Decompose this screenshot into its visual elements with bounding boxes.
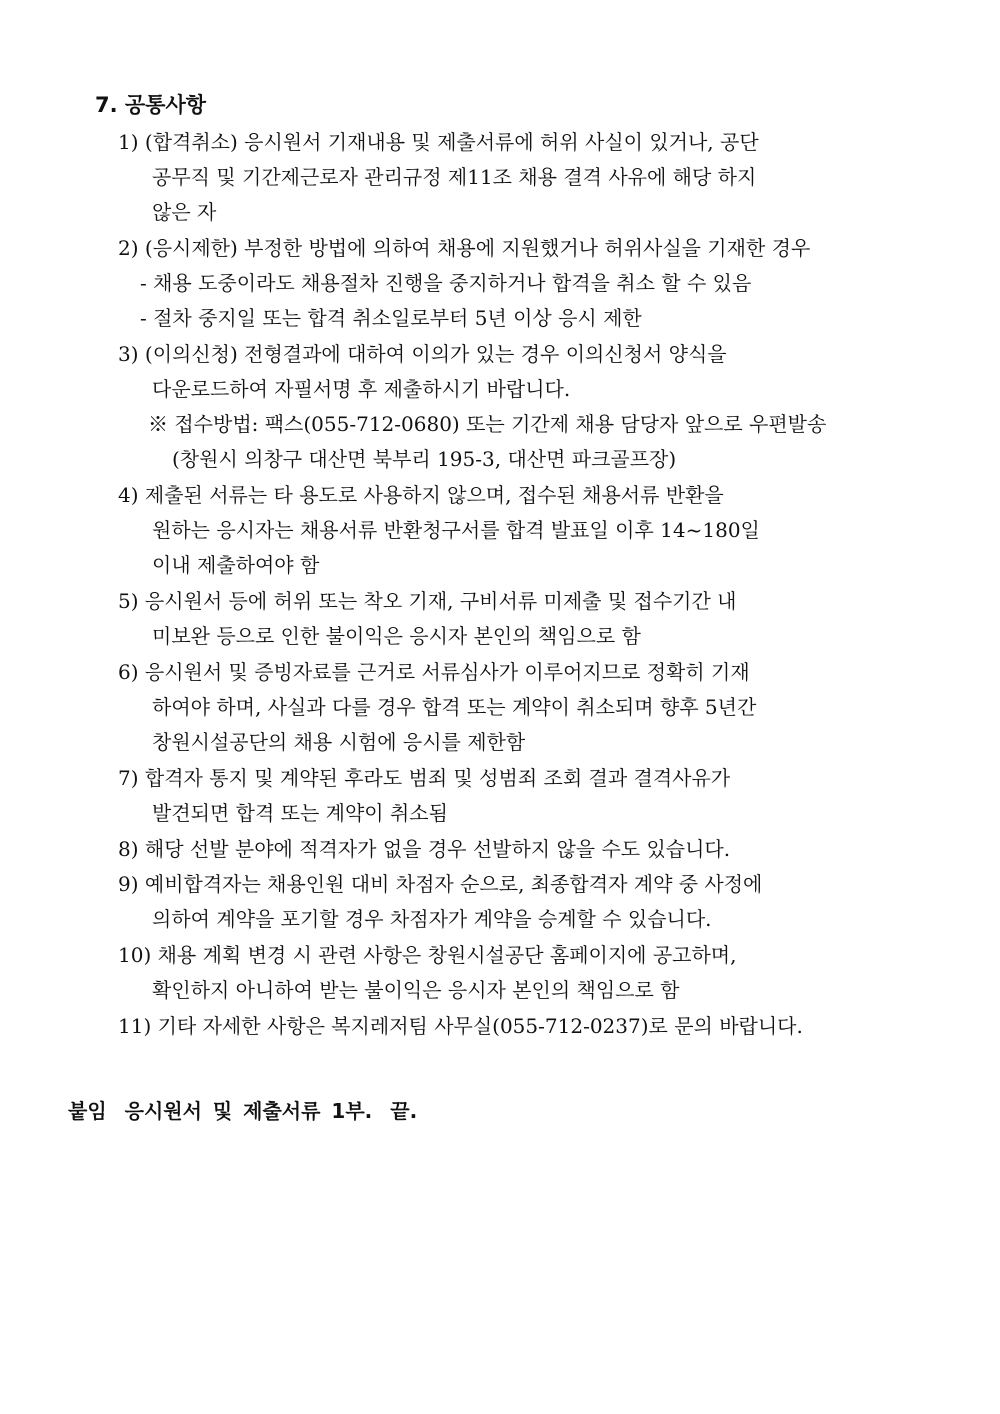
- item-9-line-1: 9) 예비합격자는 채용인원 대비 차점자 순으로, 최종합격자 계약 중 사정에: [118, 872, 763, 896]
- section-title: 7. 공통사항: [95, 93, 207, 117]
- item-5-line-1: 5) 응시원서 등에 허위 또는 착오 기재, 구비서류 미제출 및 접수기간 내: [118, 589, 737, 613]
- item-3-line-1: 3) (이의신청) 전형결과에 대하여 이의가 있는 경우 이의신청서 양식을: [118, 342, 727, 366]
- item-1-line-1: 1) (합격취소) 응시원서 기재내용 및 제출서류에 허위 사실이 있거나, 공단: [118, 130, 759, 154]
- item-5-line-2: 미보완 등으로 인한 불이익은 응시자 본인의 책임으로 함: [152, 624, 641, 648]
- item-6-line-3: 창원시설공단의 채용 시험에 응시를 제한함: [152, 730, 526, 754]
- attachment-label: 붙임: [68, 1099, 107, 1123]
- item-6-line-2: 하여야 하며, 사실과 다를 경우 합격 또는 계약이 취소되며 향후 5년간: [152, 695, 757, 719]
- item-10-line-2: 확인하지 아니하여 받는 불이익은 응시자 본인의 책임으로 함: [152, 978, 680, 1002]
- item-4-line-1: 4) 제출된 서류는 타 용도로 사용하지 않으며, 접수된 채용서류 반환을: [118, 483, 724, 507]
- item-1-line-3: 않은 자: [152, 200, 217, 224]
- item-1-line-2: 공무직 및 기간제근로자 관리규정 제11조 채용 결격 사유에 해당 하지: [152, 165, 757, 189]
- item-2-bullet-1: - 채용 도중이라도 채용절차 진행을 중지하거나 합격을 취소 할 수 있음: [140, 271, 752, 295]
- item-6-line-1: 6) 응시원서 및 증빙자료를 근거로 서류심사가 이루어지므로 정확히 기재: [118, 660, 750, 684]
- item-11-line-1: 11) 기타 자세한 사항은 복지레저팀 사무실(055-712-0237)로 문의 바랍니다.: [118, 1014, 803, 1038]
- item-4-line-3: 이내 제출하여야 함: [152, 553, 320, 577]
- item-3-line-2: 다운로드하여 자필서명 후 제출하시기 바랍니다.: [152, 377, 571, 401]
- item-9-line-2: 의하여 계약을 포기할 경우 차점자가 계약을 승계할 수 있습니다.: [152, 907, 712, 931]
- item-3-note-1: ※ 접수방법: 팩스(055-712-0680) 또는 기간제 채용 담당자 앞으로 우편발송: [148, 412, 827, 436]
- attachment-line: [68, 1094, 435, 1128]
- item-7-line-2: 발견되면 합격 또는 계약이 취소됨: [152, 801, 448, 825]
- item-7-line-1: 7) 합격자 통지 및 계약된 후라도 범죄 및 성범죄 조회 결과 결격사유가: [118, 766, 731, 790]
- item-4-line-2: 원하는 응시자는 채용서류 반환청구서를 합격 발표일 이후 14~180일: [152, 518, 760, 542]
- item-3-note-2: (창원시 의창구 대산면 북부리 195-3, 대산면 파크골프장): [172, 447, 677, 471]
- item-2-bullet-2: - 절차 중지일 또는 합격 취소일로부터 5년 이상 응시 제한: [140, 306, 642, 330]
- item-2-line-1: 2) (응시제한) 부정한 방법에 의하여 채용에 지원했거나 허위사실을 기재한 경우: [118, 236, 811, 260]
- attachment-text: 응시원서 및 제출서류 1부.: [124, 1099, 373, 1123]
- item-10-line-1: 10) 채용 계획 변경 시 관련 사항은 창원시설공단 홈페이지에 공고하며,: [118, 943, 737, 967]
- item-8-line-1: 8) 해당 선발 분야에 적격자가 없을 경우 선발하지 않을 수도 있습니다.: [118, 837, 731, 861]
- attachment-end: 끝.: [390, 1099, 418, 1123]
